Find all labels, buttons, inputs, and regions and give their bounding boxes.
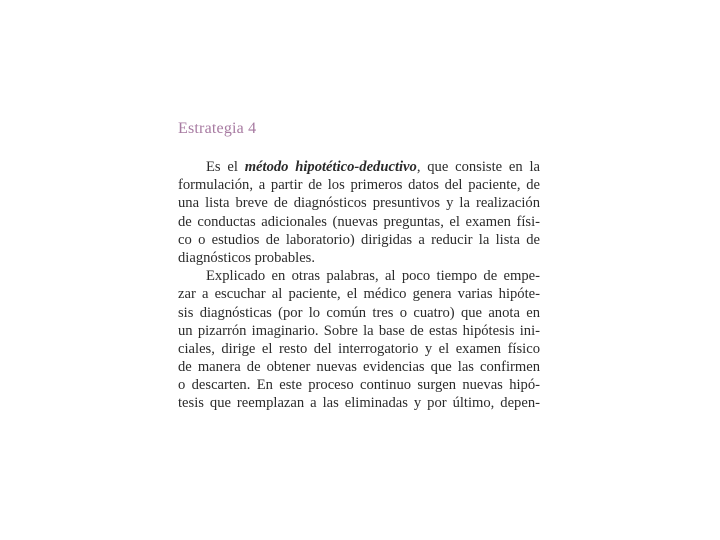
text-line: de manera de obtener nuevas evidencias que las confirmen bbox=[178, 359, 540, 376]
text-line: tesis que reemplazan a las eliminadas y por último, depen- bbox=[178, 395, 540, 412]
text-line: formulación, a partir de los primeros datos del paciente, de bbox=[178, 177, 540, 194]
text-line: un pizarrón imaginario. Sobre la base de estas hipótesis ini- bbox=[178, 322, 540, 339]
text-line: co o estudios de laboratorio) dirigidas a reducir la lista de bbox=[178, 231, 540, 248]
text-line: ciales, dirige el resto del interrogatorio y el examen físico bbox=[178, 340, 540, 357]
text-run: Es el bbox=[206, 159, 245, 175]
text-line: sis diagnósticas (por lo común tres o cuatro) que anota en bbox=[178, 304, 540, 321]
text-line: de conductas adicionales (nuevas preguntas, el examen físi- bbox=[178, 213, 540, 230]
section-heading: Estrategia 4 bbox=[178, 120, 257, 137]
text-line: o descarten. En este proceso continuo surgen nuevas hipó- bbox=[178, 377, 540, 394]
text-line: Explicado en otras palabras, al poco tiempo de empe- bbox=[206, 268, 540, 285]
emphasized-term: método hipotético-deductivo bbox=[244, 159, 417, 175]
text-line: zar a escuchar al paciente, el médico genera varias hipóte- bbox=[178, 286, 540, 303]
body-text bbox=[178, 158, 540, 413]
text-line bbox=[178, 158, 540, 176]
text-run: , que consiste en la bbox=[416, 159, 540, 175]
text-line: una lista breve de diagnósticos presuntivos y la realización bbox=[178, 195, 540, 212]
text-line: diagnósticos probables. bbox=[178, 249, 315, 266]
